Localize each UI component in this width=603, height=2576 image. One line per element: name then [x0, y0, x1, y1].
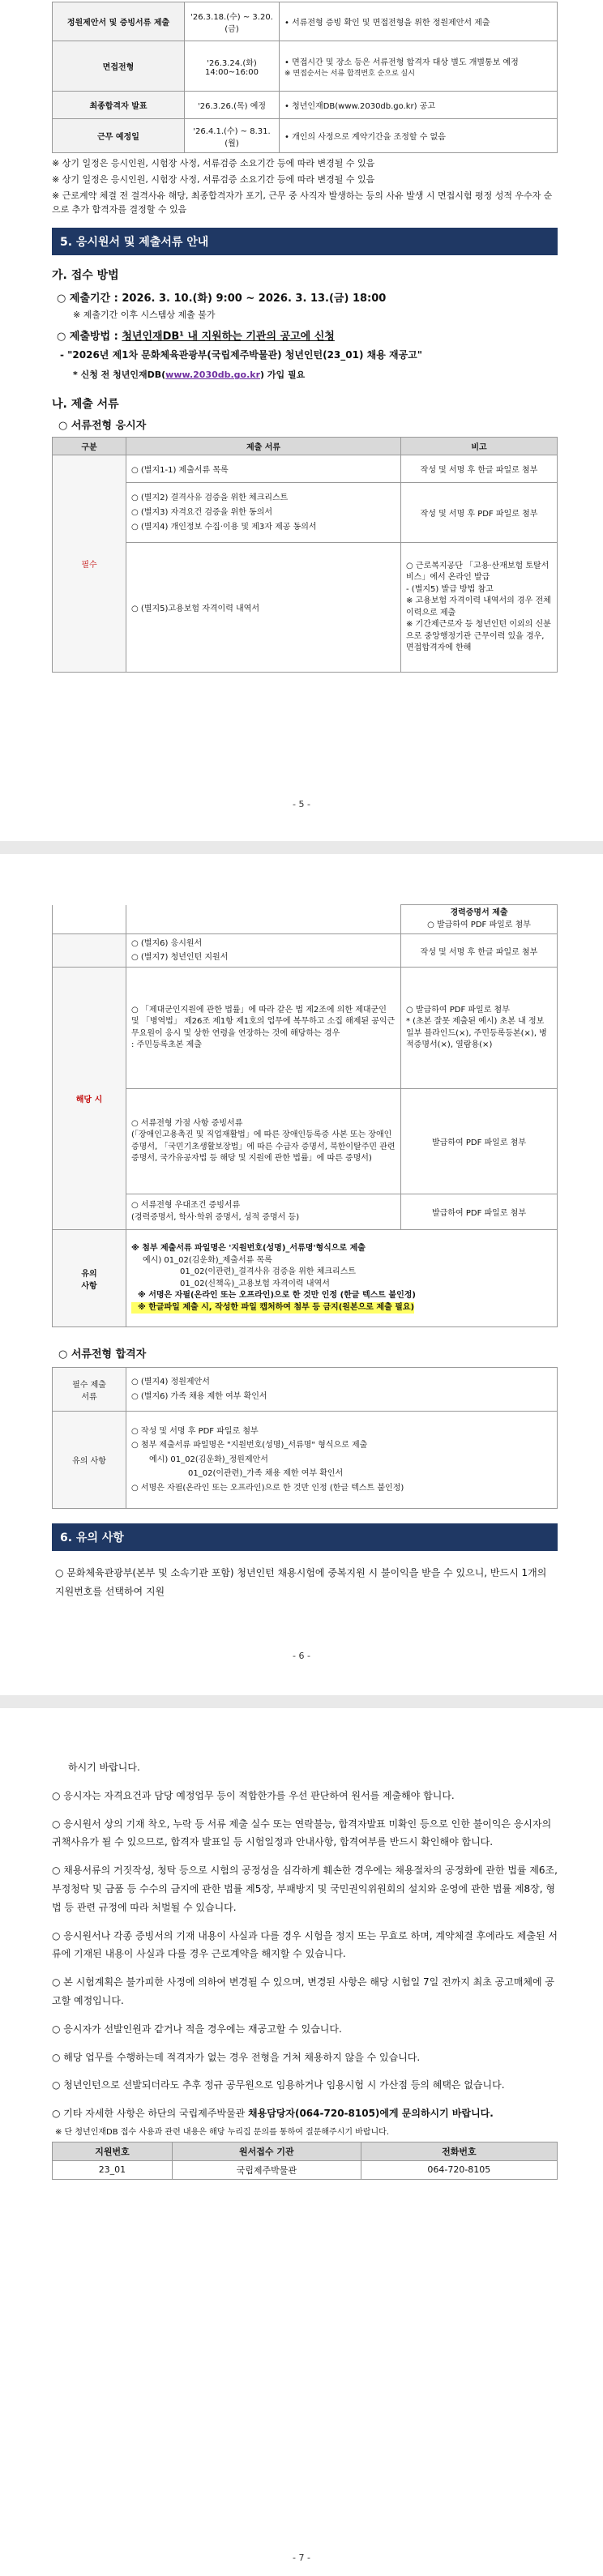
- caution-line: ※ 서명은 자필(온라인 또는 오프라인)으로 한 것만 인정 (한글 텍스트 불인정): [138, 1291, 416, 1300]
- notice-paragraph: ○ 청년인턴으로 선발되더라도 추후 정규 공무원으로 임용하거나 임용시험 시 가산점 등의 혜택은 없습니다.: [52, 2079, 505, 2091]
- blank-cell: [53, 905, 126, 934]
- table-row: [53, 119, 558, 153]
- blank-cell: [53, 934, 126, 968]
- table-row: [53, 2, 558, 41]
- col-header: 제출 서류: [126, 438, 401, 455]
- caution-line: 예시) 01_02(김운화)_정원제안서: [149, 1455, 268, 1464]
- contact-phone: 채용담당자(064-720-8105)에게 문의하시기 바랍니다.: [248, 2108, 494, 2120]
- doc-cell: ○ 서류전형 우대조건 증빙서류 (경력증명서, 학사·학위 증명서, 성적 증명서 등): [126, 1194, 401, 1230]
- note-line: ※ 상기 일정은 응시인원, 시험장 사정, 서류검증 소요기간 등에 따라 변경될 수 있음: [52, 158, 375, 169]
- caution-line: 01_02(이관련)_결격사유 검증을 위한 체크리스트: [180, 1267, 357, 1276]
- caution-line: ○ 서명은 자필(온라인 또는 오프라인)으로 한 것만 인정 (한글 텍스트 불인정): [131, 1483, 404, 1493]
- note-cell: ○ 근로복지공단 「고용·산재보험 토탈서비스」에서 온라인 발급 - (별지5) 발급 방법 참고 ※ 고용보험 자격이력 내역서의 경우 전체 이력으로 제출 ※ 기간제근로자 등 청년인턴 이외의 신분으로 중앙행정기관 근무이력 있을 경우, 면접합격자에 한해: [401, 543, 558, 673]
- notice-paragraph: ○ 해당 업무를 수행하는데 적격자가 없는 경우 전형을 거쳐 채용하지 않을 수 있습니다.: [52, 2051, 421, 2063]
- table-header-row: [53, 438, 558, 455]
- col-header: 지원번호: [53, 2142, 173, 2160]
- schedule-note-sub: ※ 면접순서는 서류 합격번호 순으로 실시: [284, 69, 415, 78]
- caution-line: ○ 첨부 제출서류 파일명은 "지원번호(성명)_서류명" 형식으로 제출: [131, 1441, 368, 1450]
- doc-cell: ○ (별지1-1) 제출서류 목록: [126, 455, 401, 483]
- schedule-date: '26.3.26.(목) 예정: [185, 92, 280, 119]
- note-line: ※ 상기 일정은 응시인원, 시험장 사정, 서류검증 소요기간 등에 따라 변경될 수 있음: [52, 174, 375, 186]
- table-row: [53, 1230, 558, 1327]
- doc-group-title: ○ 서류전형 합격자: [58, 1348, 147, 1361]
- schedule-date: '26.3.24.(화) 14:00~16:00: [185, 41, 280, 92]
- pass-required-label: 필수 제출 서류: [53, 1368, 126, 1412]
- schedule-notes: [52, 156, 558, 216]
- caution-label: 유의 사항: [53, 1230, 126, 1327]
- announcement-title: - "2026년 제1차 문화체육관광부(국립제주박물관) 청년인턴(23_01) 채용 재공고": [60, 349, 423, 361]
- notice-paragraph: ○ 본 시험계획은 불가피한 사정에 의하여 변경될 수 있으며, 변경된 사항은 해당 시험일 7일 전까지 최초 공고매체에 공고할 예정입니다.: [52, 1976, 555, 2006]
- schedule-note-text: • 면접시간 및 장소 등은 서류전형 합격자 대상 별도 개별통보 예정: [284, 58, 519, 67]
- note-cell: [401, 905, 558, 934]
- contact-paragraph: [52, 2104, 558, 2123]
- table-row: [53, 543, 558, 673]
- page-number: - 6 -: [293, 1651, 310, 1661]
- schedule-note: • 청년인재DB(www.2030db.go.kr) 공고: [280, 92, 558, 119]
- schedule-label: 정원제안서 및 증빙서류 제출: [53, 2, 185, 41]
- note-cell: 작성 및 서명 후 PDF 파일로 첨부: [401, 483, 558, 543]
- caution-cell: [126, 1412, 558, 1509]
- category-required: 필수: [53, 455, 126, 673]
- notice-paragraph: ○ 응시자는 자격요건과 담당 예정업무 등이 적합한가를 우선 판단하여 원서를 제출해야 합니다.: [52, 1789, 455, 1801]
- schedule-note: • 서류전형 증빙 확인 및 면접전형을 위한 정원제안서 제출: [280, 2, 558, 41]
- doc-group-title: ○ 서류전형 응시자: [58, 420, 147, 433]
- submit-period-label: ○ 제출기간 :: [57, 293, 122, 305]
- doc-cell: ○ (별지6) 응시원서 ○ (별지7) 청년인턴 지원서: [126, 934, 401, 968]
- table-row: [53, 1368, 558, 1412]
- notice-paragraph: ○ 응시자가 선발인원과 같거나 적을 경우에는 재공고할 수 있습니다.: [52, 2023, 342, 2035]
- section-5-heading: 5. 응시원서 및 제출서류 안내: [52, 228, 558, 255]
- notice-paragraph: 하시기 바랍니다.: [68, 1762, 140, 1773]
- schedule-date: '26.3.18.(수) ~ 3.20.(금): [185, 2, 280, 41]
- table-row: [53, 968, 558, 1089]
- page-6: [0, 854, 603, 1695]
- blank-cell: [126, 905, 401, 934]
- col-header: 전화번호: [361, 2142, 557, 2160]
- caution-line: ※ 첨부 제출서류 파일명은 '지원번호(성명)_서류명'형식으로 제출: [131, 1244, 366, 1253]
- table-row: [53, 41, 558, 92]
- schedule-label: 최종합격자 발표: [53, 92, 185, 119]
- signup-note-pre: * 신청 전 청년인재DB(: [73, 370, 166, 381]
- subsection-title: 가. 접수 방법: [52, 269, 119, 283]
- schedule-note: • 개인의 사정으로 계약기간을 조정할 수 없음: [280, 119, 558, 153]
- doc-cell: ○ (별지5)고용보험 자격이력 내역서: [126, 543, 401, 673]
- submit-method-label: ○ 제출방법 :: [57, 331, 122, 344]
- applicant-number: 23_01: [53, 2160, 173, 2179]
- caution-line: 01_02(이관련)_가족 채용 제한 여부 확인서: [188, 1469, 344, 1479]
- submit-method-value: 청년인재DB¹ 내 지원하는 기관의 공고에 신청: [122, 331, 335, 344]
- submit-period-value: 2026. 3. 10.(화) 9:00 ~ 2026. 3. 13.(금) 18:00: [122, 293, 387, 305]
- signup-note: [52, 368, 558, 381]
- schedule-label: 근무 예정일: [53, 119, 185, 153]
- table-row: [53, 905, 558, 934]
- table-row: [53, 1412, 558, 1509]
- table-row: [53, 455, 558, 483]
- table-row: [53, 1194, 558, 1230]
- page-number: - 7 -: [293, 2553, 310, 2563]
- schedule-table: [52, 2, 558, 153]
- contact-table: [52, 2142, 558, 2180]
- notice-paragraph: ○ 채용서류의 거짓작성, 청탁 등으로 시험의 공정성을 심각하게 훼손한 경우에는 채용절차의 공정화에 관한 법률 제6조, 부정청탁 및 금품 등 수수의 금지에 관한 법률 제5장, 부패방지 및 국민권익위원회의 설치와 운영에 관한 법률 제8장, 형법 등 관련 규정에 따라 처벌될 수 있습니다.: [52, 1865, 558, 1913]
- caution-line-highlight: ※ 한글파일 제출 시, 작성한 파일 캡처하여 첨부 등 금지(원본으로 제출 필요): [131, 1302, 414, 1314]
- caution-line: 01_02(신책옥)_고용보험 자격이력 내역서: [180, 1279, 330, 1288]
- caution-line: 예시) 01_02(김운화)_제출서류 목록: [143, 1255, 272, 1265]
- doc-cell: ○ 「제대군인지원에 관한 법률」에 따라 같은 법 제2조에 의한 제대군인 및 「병역법」 제26조 제1항 제1호의 업무에 복무하고 소집 해제된 공익근무요원이 응시 및 상한 연령을 연장하는 것에 해당하는 경우 : 주민등록초본 제출: [126, 968, 401, 1089]
- note-cell: 작성 및 서명 후 한글 파일로 첨부: [401, 934, 558, 968]
- note-cell: ○ 발급하여 PDF 파일로 첨부 * (초본 잘못 제출된 예시) 초본 내 정보 일부 블라인드(×), 주민등록등본(×), 병적증명서(×), 열람용(×): [401, 968, 558, 1089]
- submit-period-note: ※ 제출기간 이후 시스템상 제출 불가: [73, 310, 216, 321]
- page-number: - 5 -: [293, 799, 310, 810]
- pass-docs-table: [52, 1367, 558, 1509]
- page-5: [0, 0, 603, 841]
- table-row: [53, 1089, 558, 1194]
- caution-cell: [126, 1230, 558, 1327]
- note-cell: 발급하여 PDF 파일로 첨부: [401, 1089, 558, 1194]
- table-header-row: [53, 2142, 558, 2160]
- caution-line: ○ 작성 및 서명 후 PDF 파일로 첨부: [131, 1426, 259, 1436]
- table-row: [53, 92, 558, 119]
- subsection-title: 나. 제출 서류: [52, 398, 119, 412]
- docs-table-continued: [52, 904, 558, 1327]
- notice-paragraph: ○ 응시원서 상의 기재 착오, 누락 등 서류 제출 실수 또는 연락불능, 합격자발표 미확인 등으로 인한 불이익은 응시자의 귀책사유가 될 수 있으므로, 합격자 발표일 등 시험일정과 안내사항, 합격여부를 반드시 확인해야 합니다.: [52, 1818, 552, 1848]
- note-cell: 발급하여 PDF 파일로 첨부: [401, 1194, 558, 1230]
- phone-number: 064-720-8105: [361, 2160, 557, 2179]
- doc-cell: ○ (별지4) 정원제안서 ○ (별지6) 가족 채용 제한 여부 확인서: [126, 1368, 558, 1412]
- note-cell: 작성 및 서명 후 한글 파일로 첨부: [401, 455, 558, 483]
- required-docs-table: [52, 437, 558, 673]
- table-row: [53, 2160, 558, 2179]
- note-line: ○ 발급하여 PDF 파일로 첨부: [427, 920, 531, 929]
- category-applicable: 해당 시: [53, 968, 126, 1230]
- notice-paragraph: ○ 문화체육관광부(본부 및 소속기관 포함) 청년인턴 채용시험에 중복지원 시 불이익을 받을 수 있으니, 반드시 1개의 지원번호를 선택하여 지원: [55, 1567, 547, 1597]
- page-7: [0, 1708, 603, 2576]
- contact-note: ※ 단 청년인재DB 접수 사용과 관련 내용은 해당 누리집 문의를 통하여 질문해주시기 바랍니다.: [55, 2127, 390, 2137]
- submit-method: [52, 327, 558, 343]
- schedule-note: [280, 41, 558, 92]
- col-header: 비고: [401, 438, 558, 455]
- pass-caution-label: 유의 사항: [53, 1412, 126, 1509]
- note-line: ※ 근로계약 체결 전 결격사유 해당, 최종합격자가 포기, 근무 중 사직자 발생하는 등의 사유 발생 시 면접시험 평정 성적 우수자 순으로 추가 합격자를 결정할 수 있음: [52, 190, 553, 216]
- doc-cell: ○ 서류전형 가점 사항 증빙서류 (「장애인고용촉진 및 직업재활법」에 따른 장애인등록증 사본 또는 장애인증명서, 「국민기초생활보장법」에 따른 수급자 증명서, 북한이탈주민 관련 증명서, 국가유공자법 등 해당 및 지원에 관한 법률」에 따른 증명서): [126, 1089, 401, 1194]
- table-row: [53, 483, 558, 543]
- agency-name: 국립제주박물관: [172, 2160, 361, 2179]
- note-line: 경력증명서 제출: [450, 908, 508, 917]
- col-header: 원서접수 기관: [172, 2142, 361, 2160]
- submit-period: [52, 289, 558, 305]
- schedule-label: 면접전형: [53, 41, 185, 92]
- talent-db-link[interactable]: www.2030db.go.kr: [165, 370, 261, 381]
- table-row: [53, 934, 558, 968]
- section-6-heading: 6. 유의 사항: [52, 1523, 558, 1551]
- signup-note-post: ) 가입 필요: [260, 370, 306, 381]
- schedule-date: '26.4.1.(수) ~ 8.31.(월): [185, 119, 280, 153]
- doc-cell: ○ (별지2) 결격사유 검증을 위한 체크리스트 ○ (별지3) 자격요건 검증을 위한 동의서 ○ (별지4) 개인정보 수집·이용 및 제3자 제공 동의서: [126, 483, 401, 543]
- notice-paragraph: ○ 응시원서나 각종 증빙서의 기재 내용이 사실과 다를 경우 시험을 정지 또는 무효로 하며, 계약체결 후에라도 제출된 서류에 기재된 내용이 사실과 다를 경우 근로계약을 해지할 수 있습니다.: [52, 1929, 558, 1960]
- contact-text: ○ 기타 자세한 사항은 하단의 국립제주박물관: [52, 2108, 249, 2120]
- col-header: 구분: [53, 438, 126, 455]
